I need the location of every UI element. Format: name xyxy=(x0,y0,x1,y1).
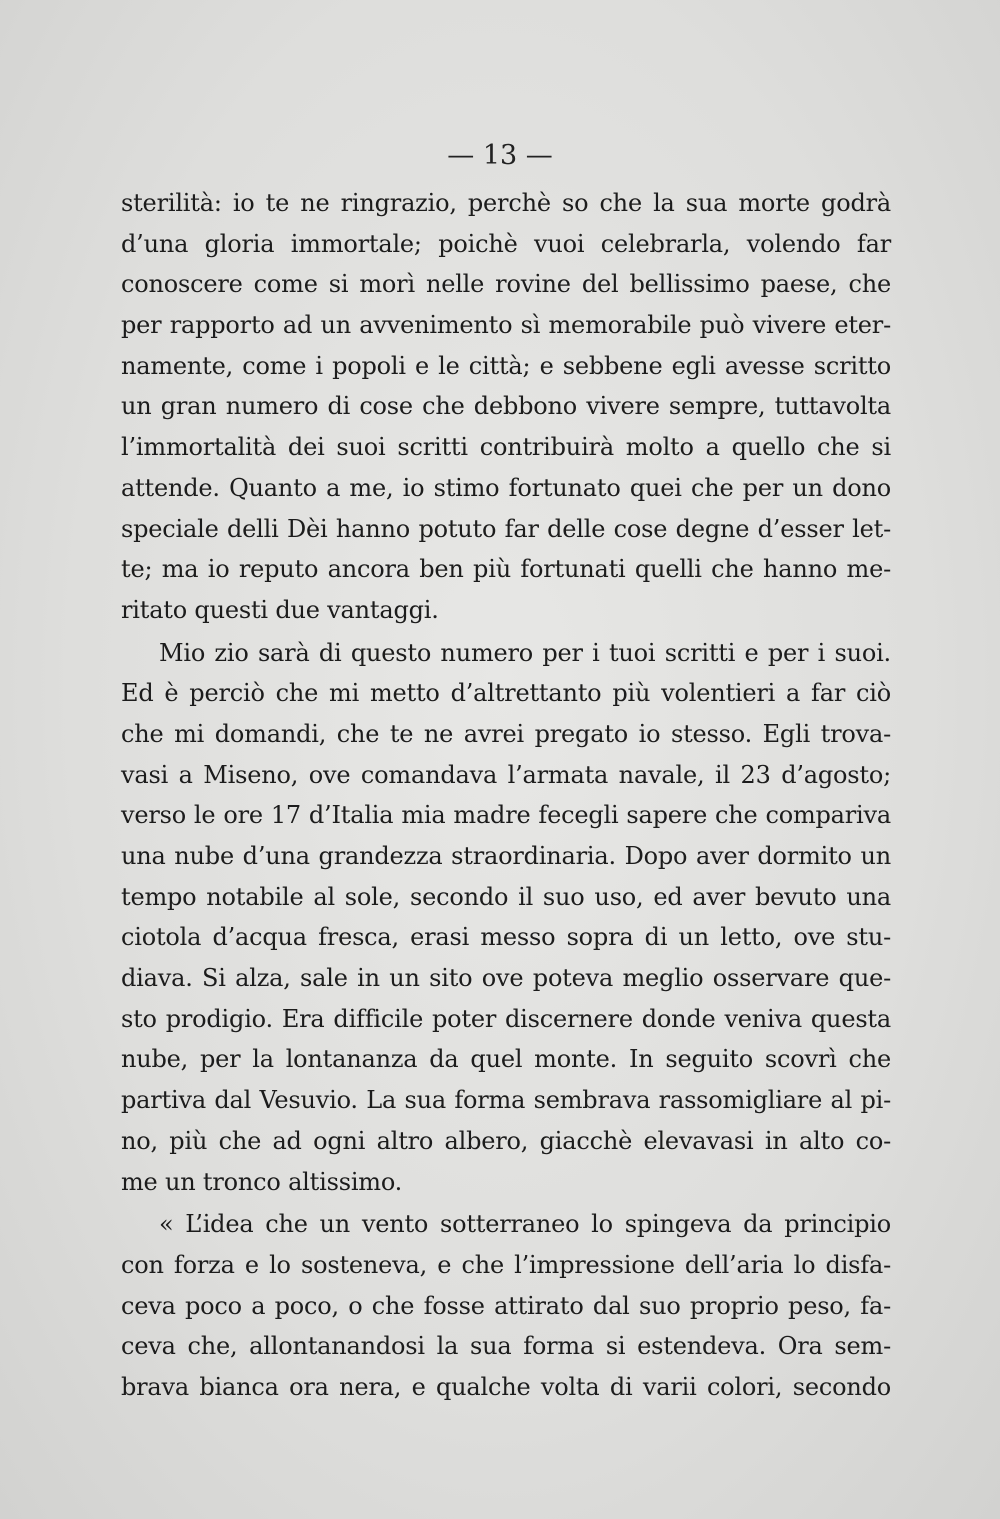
text-line: sto prodigio. Era difficile poter discernere donde veniva questa xyxy=(121,1004,891,1033)
text-line: ceva che, allontanandosi la sua forma si estendeva. Ora sem- xyxy=(121,1332,891,1361)
text-line: conoscere come si morì nelle rovine del bellissimo paese, che xyxy=(121,270,891,299)
text-line: l’immortalità dei suoi scritti contribuirà molto a quello che si xyxy=(121,433,891,462)
text-line: speciale delli Dèi hanno potuto far delle cose degne d’esser let- xyxy=(121,514,891,543)
paragraph-3 xyxy=(121,1204,891,1407)
text-line: un gran numero di cose che debbono vivere sempre, tuttavolta xyxy=(121,392,891,421)
paragraph-1 xyxy=(121,183,891,631)
text-line: brava bianca ora nera, e qualche volta di varii colori, secondo xyxy=(121,1372,891,1401)
text-line: nube, per la lontananza da quel monte. In seguito scovrì che xyxy=(121,1045,891,1074)
text-line: partiva dal Vesuvio. La sua forma sembrava rassomigliare al pi- xyxy=(121,1086,891,1115)
text-line: diava. Si alza, sale in un sito ove poteva meglio osservare que- xyxy=(121,964,891,993)
text-line: ritato questi due vantaggi. xyxy=(121,595,439,624)
text-line: Ed è perciò che mi metto d’altrettanto più volentieri a far ciò xyxy=(121,679,891,708)
body-text xyxy=(121,183,891,1408)
text-line: ciotola d’acqua fresca, erasi messo sopra di un letto, ove stu- xyxy=(121,923,891,952)
text-line: no, più che ad ogni altro albero, giacchè elevavasi in alto co- xyxy=(121,1126,891,1155)
text-line: Mio zio sarà di questo numero per i tuoi scritti e per i suoi. xyxy=(159,638,891,667)
text-line: con forza e lo sosteneva, e che l’impressione dell’aria lo disfa- xyxy=(121,1250,891,1279)
text-line: sterilità: io te ne ringrazio, perchè so che la sua morte godrà xyxy=(121,189,891,217)
paragraph-2 xyxy=(121,633,891,1203)
text-line: d’una gloria immortale; poichè vuoi celebrarla, volendo far xyxy=(121,229,891,258)
text-line: ceva poco a poco, o che fosse attirato dal suo proprio peso, fa- xyxy=(121,1291,891,1320)
text-line: te; ma io reputo ancora ben più fortunati quelli che hanno me- xyxy=(121,555,891,584)
page-number: — 13 — xyxy=(447,140,553,171)
text-line: una nube d’una grandezza straordinaria. Dopo aver dormito un xyxy=(121,842,891,870)
text-line: me un tronco altissimo. xyxy=(121,1167,403,1196)
text-line: attende. Quanto a me, io stimo fortunato quei che per un dono xyxy=(121,473,891,502)
text-line: tempo notabile al sole, secondo il suo uso, ed aver bevuto una xyxy=(121,882,891,911)
text-line: che mi domandi, che te ne avrei pregato io stesso. Egli trova- xyxy=(121,719,891,748)
text-line: per rapporto ad un avvenimento sì memorabile può vivere eter- xyxy=(121,311,891,340)
text-line: verso le ore 17 d’Italia mia madre fecegli sapere che compariva xyxy=(121,801,891,830)
text-line: vasi a Miseno, ove comandava l’armata navale, il 23 d’agosto; xyxy=(121,760,891,789)
text-line: namente, come i popoli e le città; e sebbene egli avesse scritto xyxy=(121,351,891,380)
text-line: « L’idea che un vento sotterraneo lo spingeva da principio xyxy=(159,1210,891,1239)
